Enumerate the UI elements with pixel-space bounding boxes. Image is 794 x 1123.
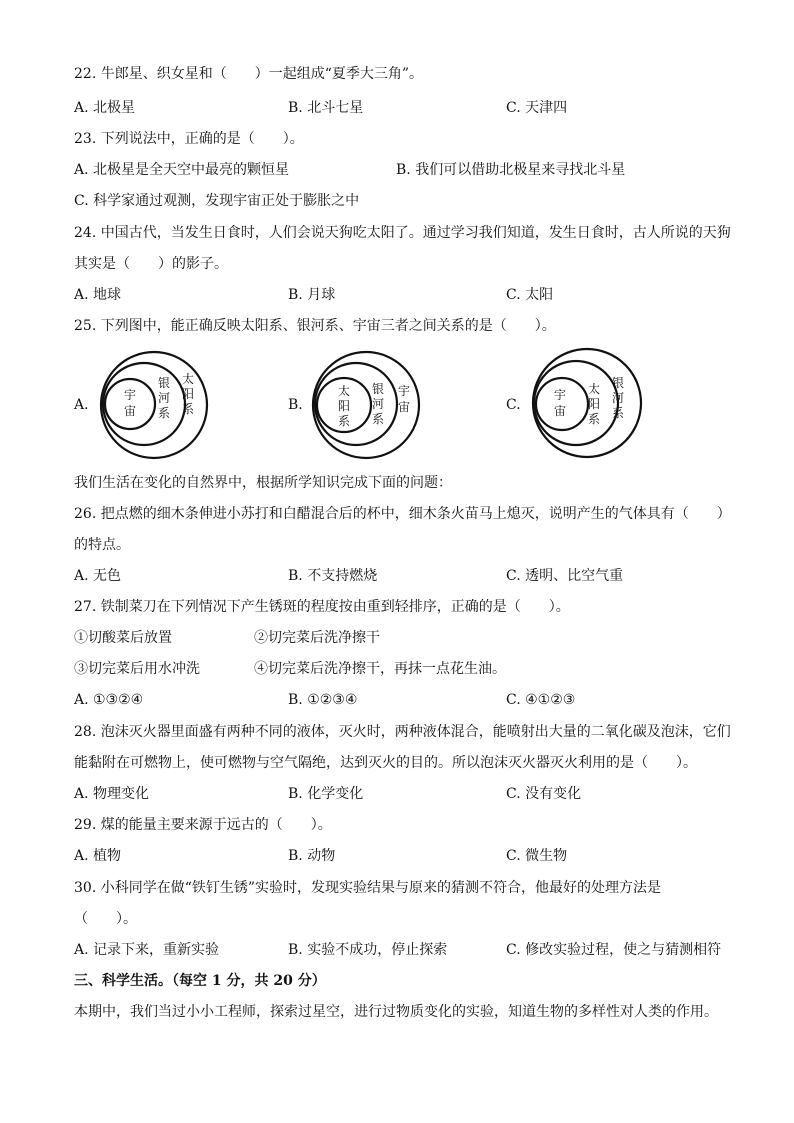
diagram-b-middle-text-3: 系: [372, 412, 385, 426]
q22-stem: 22. 牛郎星、织女星和（ ）一起组成“夏季大三角”。: [74, 66, 424, 82]
q25-diagram-b: [304, 349, 428, 465]
diagram-a-middle-circle: [103, 363, 185, 445]
diagram-b-middle-circle: [315, 363, 397, 445]
q24-stem-line2: 其实是（ ）的影子。: [74, 256, 228, 272]
diagram-a-outer-text-3: 系: [182, 402, 195, 416]
section-intro: 我们生活在变化的自然界中，根据所学知识完成下面的问题：: [74, 475, 452, 491]
diagram-c-middle-text-3: 系: [588, 412, 601, 426]
q22-option-a: A. 北极星: [74, 100, 136, 116]
diagram-c-outer-text-2: 河: [612, 391, 625, 405]
diagram-a-middle-text-1: 银: [158, 376, 171, 390]
q27-item-2: ②切完菜后洗净擦干: [254, 630, 380, 646]
q26-option-b: B. 不支持燃烧: [288, 568, 378, 584]
diagram-c-outer-text-1: 银: [612, 376, 625, 390]
diagram-a-inner-text-2: 宙: [124, 404, 137, 418]
q24-option-b: B. 月球: [288, 287, 336, 303]
q24-option-a: A. 地球: [74, 287, 122, 303]
q24-stem-line1: 24. 中国古代，当发生日食时，人们会说天狗吃太阳了。通过学习我们知道，发生日食时，古人所说的天狗: [74, 225, 731, 241]
diagram-c-inner-text-2: 宙: [554, 404, 567, 418]
q28-stem-line2: 能黏附在可燃物上，使可燃物与空气隔绝，达到灭火的目的。所以泡沫灭火器灭火利用的是（ ）。: [74, 755, 697, 771]
q28-stem-line1: 28. 泡沫灭火器里面盛有两种不同的液体，灭火时，两种液体混合，能喷射出大量的二氧化碳及泡沫，它们: [74, 724, 731, 740]
q24-option-c: C. 太阳: [506, 287, 554, 303]
q30-option-a: A. 记录下来，重新实验: [74, 942, 220, 958]
q29-stem: 29. 煤的能量主要来源于远古的（ ）。: [74, 817, 332, 833]
q26-stem-line2: 的特点。: [74, 537, 130, 553]
q25-diagram-a-label: A.: [74, 397, 89, 413]
q29-option-b: B. 动物: [288, 848, 336, 864]
diagram-c-middle-circle: [534, 361, 618, 445]
diagram-b-inner-text-2: 阳: [338, 399, 351, 413]
q27-item-1: ①切酸菜后放置: [74, 630, 172, 646]
diagram-b-middle-text-2: 河: [372, 397, 385, 411]
diagram-b-middle-text-1: 银: [372, 382, 385, 396]
q22-option-c: C. 天津四: [506, 100, 568, 116]
q23-option-c: C. 科学家通过观测，发现宇宙正处于膨胀之中: [74, 193, 360, 209]
diagram-a-outer-text-1: 太: [182, 372, 195, 386]
section-3-text: 本期中，我们当过小小工程师，探索过星空，进行过物质变化的实验，知道生物的多样性对人类的作用。: [74, 1004, 718, 1020]
q25-diagram-c-label: C.: [506, 397, 521, 413]
q30-stem-line2: （ ）。: [74, 911, 137, 927]
diagram-c-middle-text-1: 太: [588, 382, 601, 396]
diagram-a-outer-text-2: 阳: [182, 387, 195, 401]
q26-option-c: C. 透明、比空气重: [506, 568, 624, 584]
q25-diagram-c: [524, 347, 648, 463]
diagram-c-outer-text-3: 系: [612, 406, 625, 420]
q25-diagram-a: [92, 349, 216, 465]
q25-stem: 25. 下列图中，能正确反映太阳系、银河系、宇宙三者之间关系的是（ ）。: [74, 318, 556, 334]
diagram-c-middle-text-2: 阳: [588, 397, 601, 411]
q28-option-b: B. 化学变化: [288, 786, 364, 802]
diagram-a-inner-text-1: 宇: [124, 388, 137, 402]
diagram-a-middle-text-2: 河: [158, 391, 171, 405]
diagram-c-inner-text-1: 宇: [554, 388, 567, 402]
q26-stem-line1: 26. 把点燃的细木条伸进小苏打和白醋混合后的杯中，细木条火苗马上熄灭，说明产生的气体具有（ ）: [74, 506, 731, 522]
q25-diagram-b-label: B.: [288, 397, 303, 413]
q27-item-3: ③切完菜后用水冲洗: [74, 661, 200, 677]
diagram-a-middle-text-3: 系: [158, 406, 171, 420]
q30-stem-line1: 30. 小科同学在做“铁钉生锈”实验时，发现实验结果与原来的猜测不符合，他最好的处理方法是: [74, 880, 662, 896]
q29-option-a: A. 植物: [74, 848, 122, 864]
q28-option-c: C. 没有变化: [506, 786, 582, 802]
q27-stem: 27. 铁制菜刀在下列情况下产生锈斑的程度按由重到轻排序，正确的是（ ）。: [74, 599, 570, 615]
q30-option-c: C. 修改实验过程，使之与猜测相符: [506, 942, 722, 958]
q27-option-c: C. ④①②③: [506, 692, 576, 708]
diagram-b-inner-text-1: 太: [338, 384, 351, 398]
q30-option-b: B. 实验不成功，停止探索: [288, 942, 448, 958]
q26-option-a: A. 无色: [74, 568, 122, 584]
q27-option-b: B. ①②③④: [288, 692, 358, 708]
diagram-b-outer-text-2: 宙: [398, 400, 411, 414]
q27-option-a: A. ①③②④: [74, 692, 144, 708]
q23-stem: 23. 下列说法中，正确的是（ ）。: [74, 131, 304, 147]
q22-option-b: B. 北斗七星: [288, 100, 364, 116]
diagram-b-inner-text-3: 系: [338, 414, 351, 428]
section-3-title: 三、科学生活。（每空 1 分，共 20 分）: [74, 973, 326, 989]
q23-option-b: B. 我们可以借助北极星来寻找北斗星: [396, 162, 626, 178]
q23-option-a: A. 北极星是全天空中最亮的颗恒星: [74, 162, 290, 178]
diagram-b-outer-text-1: 宇: [398, 384, 411, 398]
q28-option-a: A. 物理变化: [74, 786, 150, 802]
q29-option-c: C. 微生物: [506, 848, 568, 864]
q27-item-4: ④切完菜后洗净擦干，再抹一点花生油。: [254, 661, 506, 677]
